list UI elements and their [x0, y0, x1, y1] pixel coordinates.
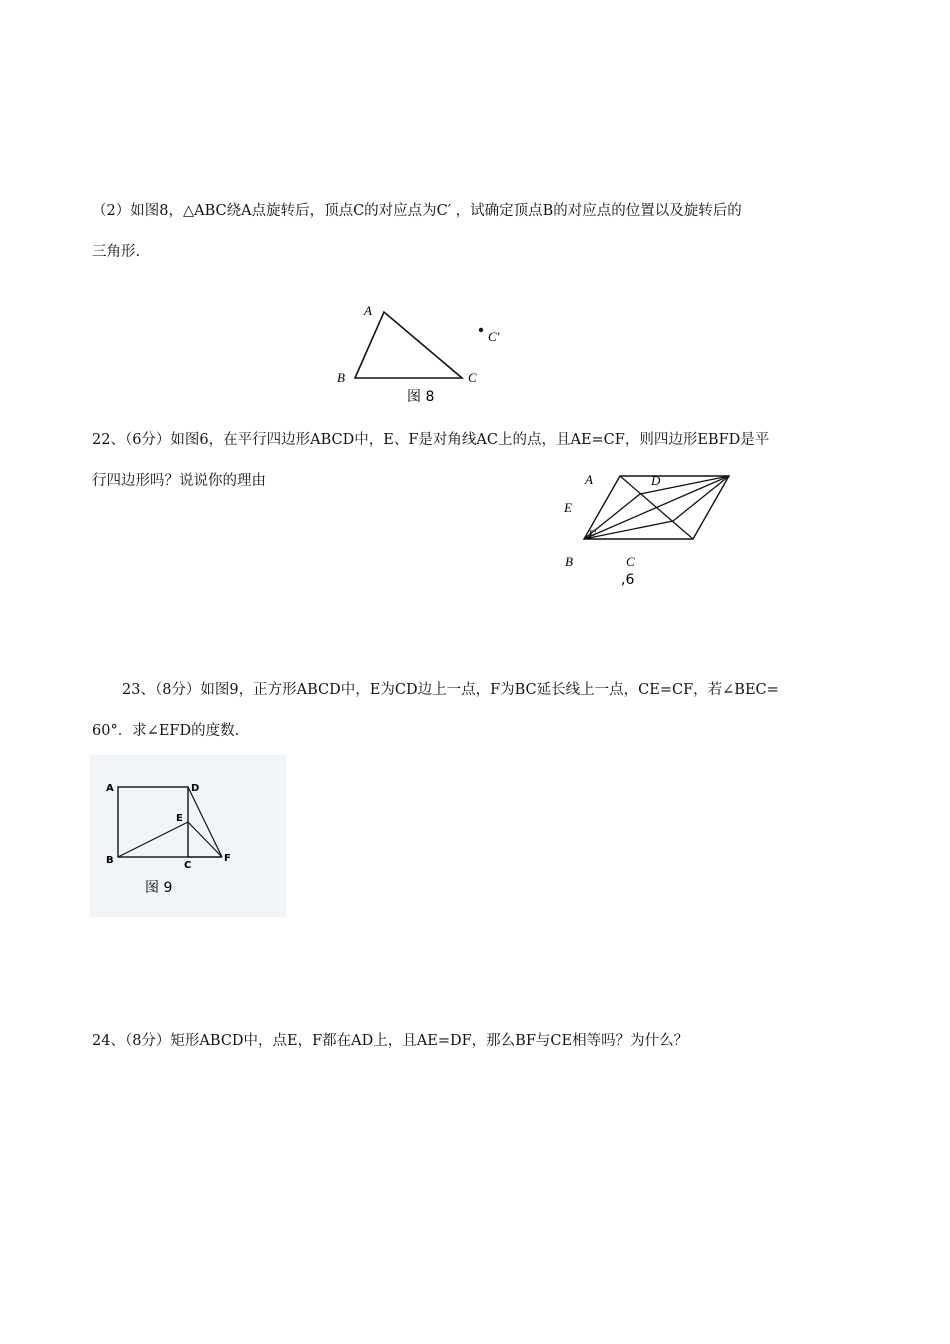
q24-text-line1: 24、（8分）矩形ABCD中，点E，F都在AD上，且AE=DF，那么BF与CE相等吗？为什么？	[92, 1033, 689, 1049]
point-c-prime	[479, 328, 483, 332]
q23-text-line2: 60°．求∠EFD的度数.	[92, 723, 240, 739]
label-a: A	[364, 303, 372, 318]
label-a: A	[106, 783, 114, 794]
label-c: C	[468, 370, 477, 385]
figure-9	[90, 755, 286, 917]
figure-6-caption: ,6	[621, 572, 635, 588]
label-d: D	[191, 783, 200, 794]
figure-6	[555, 465, 745, 590]
label-b: B	[337, 370, 345, 385]
label-e: E	[176, 813, 183, 824]
label-c: C	[184, 860, 192, 871]
label-f: F	[224, 853, 231, 864]
label-c-prime: C′	[488, 329, 500, 344]
q22-text-line1: 22、（6分）如图6，在平行四边形ABCD中，E、F是对角线AC上的点，且AE=CF，则四边形EBFD是平	[92, 432, 770, 448]
q21-part2-text-line1: （2）如图8，△ABC绕A点旋转后，顶点C的对应点为C′ ，试确定顶点B的对应点的位置以及旋转后的	[92, 203, 742, 219]
label-a: A	[585, 472, 593, 487]
label-b: B	[565, 554, 573, 569]
figure-9-caption: 图 9	[145, 880, 173, 896]
q21-part2-text-line2: 三角形.	[92, 244, 141, 260]
label-f: F	[588, 527, 596, 542]
label-d: D	[651, 473, 661, 488]
label-e: E	[564, 500, 572, 515]
figure-8	[330, 295, 520, 410]
segment-fd	[673, 476, 729, 521]
q23-text-line1: 23、（8分）如图9，正方形ABCD中，E为CD边上一点，F为BC延长线上一点，CE=CF，若∠BEC=	[122, 682, 779, 698]
segment-bf	[584, 521, 673, 539]
label-b: B	[106, 855, 114, 866]
q22-text-line2: 行四边形吗？说说你的理由	[92, 473, 266, 489]
triangle-abc	[355, 312, 462, 378]
label-c: C	[626, 554, 635, 569]
figure-8-caption: 图 8	[407, 389, 435, 405]
